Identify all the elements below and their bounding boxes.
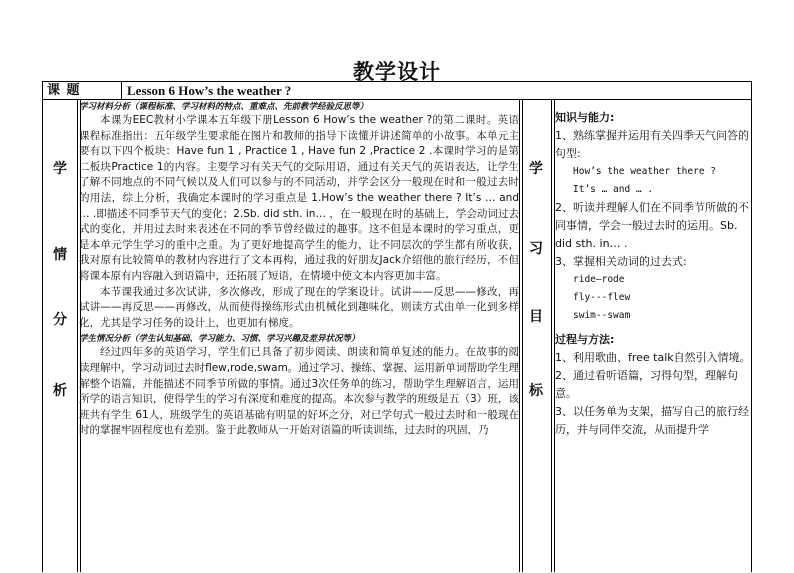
process-item bbox=[555, 349, 751, 367]
item-text: 利用歌曲、free talk自然引入情境。 bbox=[573, 351, 751, 364]
section-heading: 学生情况分析（学生认知基础、学习能力、习惯、学习兴趣及差异状况等） bbox=[79, 334, 360, 345]
section-heading: 学习材料分析（课程标准、学习材料的特点、重难点、先前教学经验反思等） bbox=[79, 102, 369, 112]
side-label-char: 习 bbox=[529, 241, 543, 257]
page-title: 教学设计 bbox=[353, 59, 441, 84]
item-text: 以任务单为支架，描写自己的旅行经历，并与同伴交流，从而提升学 bbox=[555, 405, 749, 436]
objective-item bbox=[555, 253, 751, 271]
objective-example: ride—rode bbox=[573, 274, 625, 285]
objectives-column bbox=[555, 101, 751, 573]
side-label-char: 目 bbox=[529, 309, 543, 325]
side-label-char: 学 bbox=[53, 161, 67, 177]
topic-label: 课 题 bbox=[47, 83, 81, 98]
item-number: 1、 bbox=[555, 351, 573, 364]
objectives-heading: 知识与能力: bbox=[555, 111, 615, 124]
side-label-char: 标 bbox=[529, 383, 543, 399]
objective-example: swim--swam bbox=[573, 310, 631, 321]
objective-example: fly---flew bbox=[573, 292, 631, 303]
row-divider bbox=[43, 99, 751, 100]
item-number: 1、 bbox=[555, 129, 573, 142]
process-item bbox=[555, 367, 751, 403]
item-text: 通过看听语篇，习得句型，理解句意。 bbox=[555, 369, 738, 400]
item-text: 听读并理解人们在不同季节所做的不同事情，学会一般过去时的运用。Sb. did sth. in… . bbox=[555, 201, 749, 250]
analysis-paragraph: 本课为EEC教材小学课本五年级下册Lesson 6 How’s the weather ?的第二课时。英语课程标准指出：五年级学生要求能在图片和教师的指导下读懂并讲述简单的小故事。本单元主要有以下四个板块：Have fun 1 , Practice 1 , Have fun 2 ,Practice 2 .本课时学习的是第二板块Practice 1的内容。主要学习有关天气的交际用语，通过有关天气的英语表达，让学生了解不同地点的不同气候以及人们可以参与的不同活动，并学会区分一般现在时和一般过去时的用法，综上分析，我确定本课时的学习重点是 1.How’s the weather there ? It’s … and … .即描述不同季节天气的变化；2.Sb. did sth. in… ，在一般现在时的基础上，学会动词过去式的变化，并用过去时来表述在不同的季节曾经做过的趣事。这不但是本课时的学习重点，更是本单元学生学习的重中之重。为了更好地提高学生的能力，让不同层次的学生都有所收获，我对原有比较简单的教材内容进行了文本再构，通过我的好朋友Jack介绍他的旅行经历，不但将课本原有内容融入到语篇中，还拓展了短语，在情境中使文本内容更加丰富。 bbox=[79, 114, 519, 282]
lesson-plan-table bbox=[42, 81, 752, 572]
item-number: 2、 bbox=[555, 201, 573, 214]
side-label-char: 学 bbox=[529, 161, 543, 177]
col-divider bbox=[121, 82, 122, 99]
analysis-paragraph: 经过四年多的英语学习，学生们已具备了初步阅读、朗读和简单复述的能力。在故事的阅读理解中，学习动词过去时flew,rode,swam。通过学习、操练、掌握、运用新单词帮助学生理解整个语篇，并能描述不同季节所做的事情。通过3次任务单的练习，帮助学生理解语言，运用所学的语言知识，使得学生的学习有深度和难度的提高。本次参与教学的班级是五（3）班，该班共有学生 61人，班级学生的英语基础有明显的好坏之分，对已学句式一般过去时和一般现在时的掌握牢固程度也有差别。鉴于此教师从一开始对语篇的听读训练，过去时的巩固，乃 bbox=[79, 346, 519, 437]
process-item bbox=[555, 403, 751, 439]
item-number: 3、 bbox=[555, 405, 573, 418]
item-text: 掌握相关动词的过去式: bbox=[573, 255, 687, 268]
item-number: 2、 bbox=[555, 369, 573, 382]
objective-example: How’s the weather there ? bbox=[573, 166, 716, 177]
lesson-title: Lesson 6 How’s the weather ? bbox=[127, 83, 292, 98]
side-label-char: 情 bbox=[53, 247, 67, 263]
side-label-char: 析 bbox=[53, 383, 67, 399]
objective-item bbox=[555, 199, 751, 253]
objective-item bbox=[555, 127, 751, 163]
item-text: 熟练掌握并运用有关四季天气问答的句型: bbox=[555, 129, 749, 160]
item-number: 3、 bbox=[555, 255, 573, 268]
side-label-char: 分 bbox=[53, 312, 67, 328]
process-heading: 过程与方法: bbox=[555, 333, 615, 346]
analysis-paragraph: 本节课我通过多次试讲，多次修改，形成了现在的学案设计。试讲——反思——修改，再试讲——再反思——再修改，从而使得操练形式由机械化到趣味化，则读方式由单一化到多样化，尤其是学习任务的设计上，也更加有梯度。 bbox=[79, 285, 519, 329]
objective-example: It’s … and … . bbox=[573, 184, 654, 195]
analysis-column bbox=[79, 101, 519, 573]
